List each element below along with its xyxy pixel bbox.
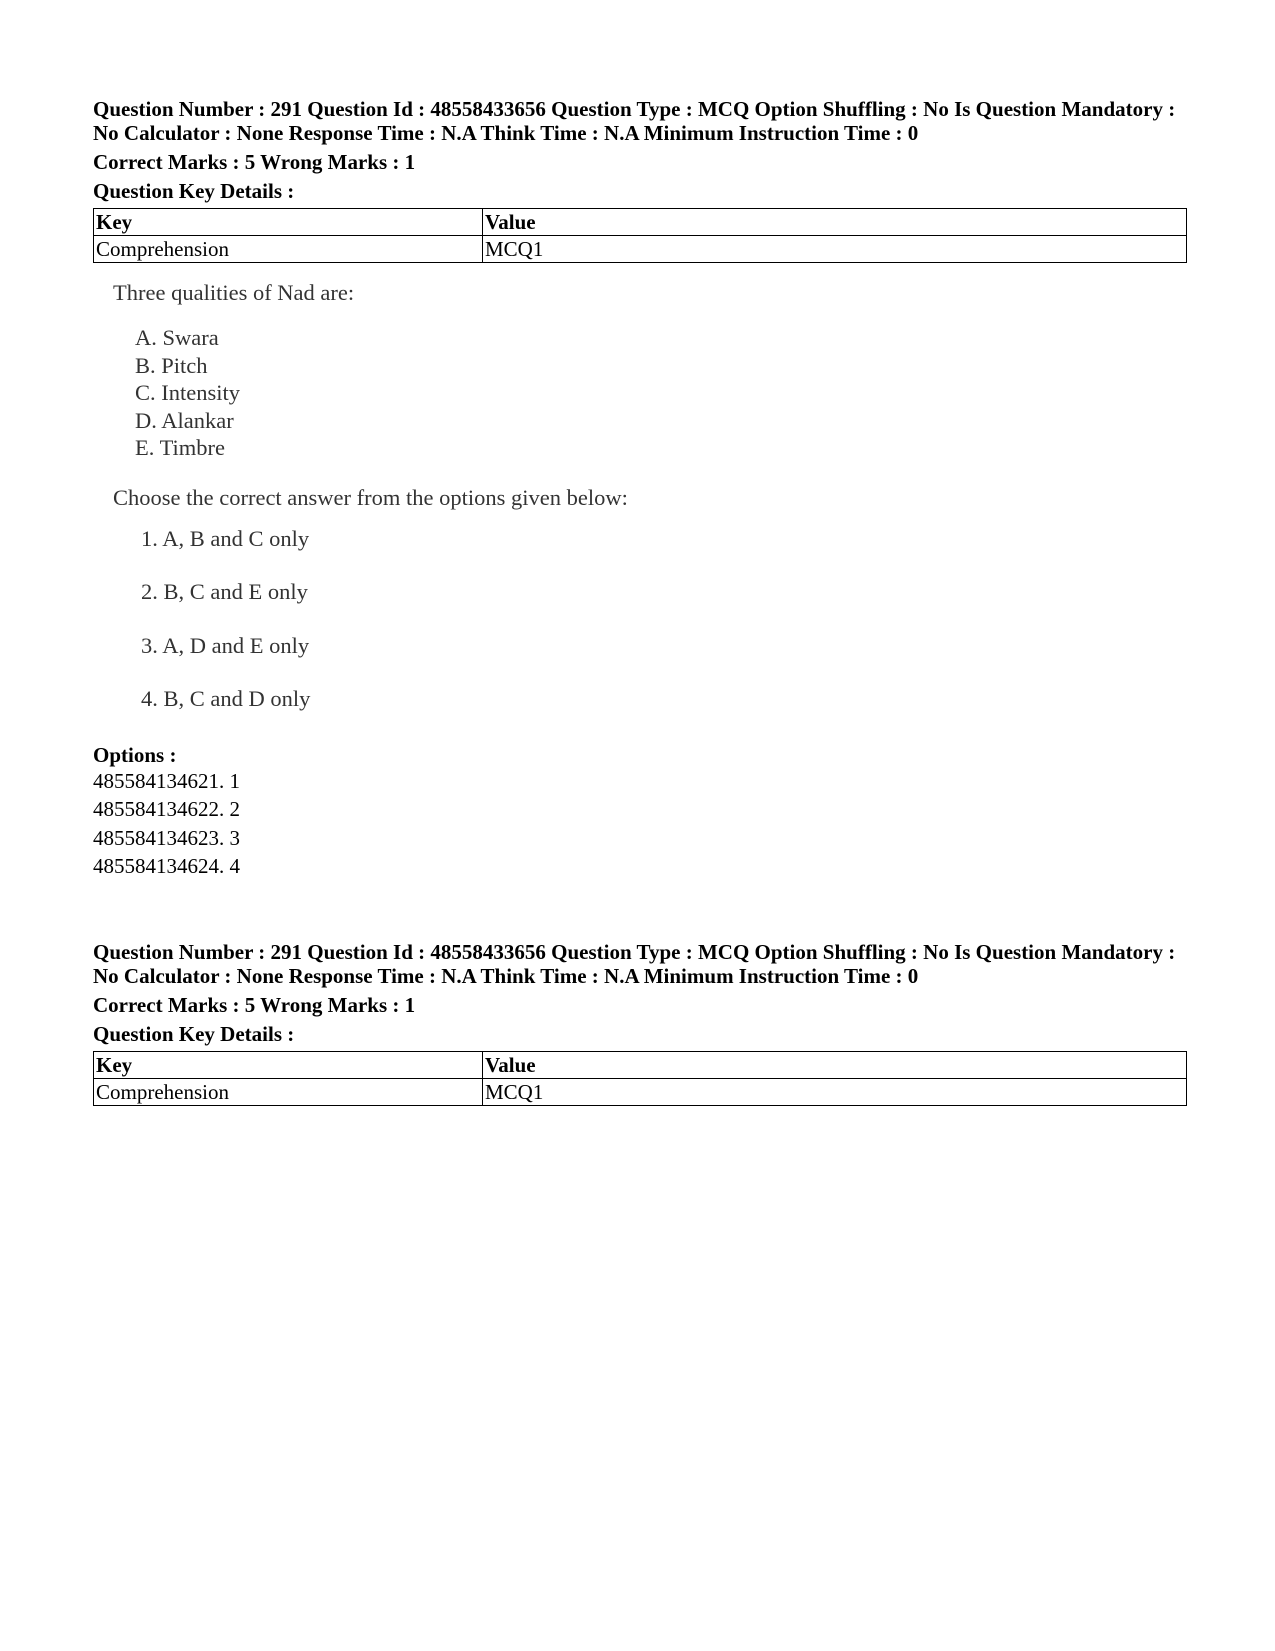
marks-info: Correct Marks : 5 Wrong Marks : 1 xyxy=(93,150,416,174)
question-meta-line-2: No Calculator : None Response Time : N.A Think Time : N.A Minimum Instruction Time : 0 xyxy=(93,964,919,988)
answer-choice: 2. B, C and E only xyxy=(141,579,308,604)
table-header-value: Value xyxy=(483,209,1187,236)
option-id-line: 485584134624. 4 xyxy=(93,854,240,878)
table-row xyxy=(94,1079,1187,1106)
question-meta-line-2: No Calculator : None Response Time : N.A Think Time : N.A Minimum Instruction Time : 0 xyxy=(93,121,919,145)
question-content xyxy=(93,279,1187,739)
key-details-table xyxy=(93,1051,1187,1106)
table-row xyxy=(94,236,1187,263)
statement-item: D. Alankar xyxy=(135,407,234,433)
question-meta-line-1: Question Number : 291 Question Id : 48558433656 Question Type : MCQ Option Shuffling : No Is Question Mandatory : xyxy=(93,940,1176,964)
answer-choice: 4. B, C and D only xyxy=(141,686,311,711)
option-id-line: 485584134622. 2 xyxy=(93,797,240,821)
statement-item: E. Timbre xyxy=(135,435,226,460)
question-block-2 xyxy=(93,940,1187,1106)
table-header-row xyxy=(94,209,1187,236)
statement-item: B. Pitch xyxy=(135,352,208,378)
statement-item: A. Swara xyxy=(135,325,219,350)
answer-choice-list xyxy=(113,525,1187,739)
question-stem: Three qualities of Nad are: xyxy=(113,280,355,305)
question-meta-line-1: Question Number : 291 Question Id : 48558433656 Question Type : MCQ Option Shuffling : No Is Question Mandatory : xyxy=(93,97,1176,121)
table-cell-value: MCQ1 xyxy=(483,1079,1187,1106)
statement-item: C. Intensity xyxy=(135,380,240,405)
question-block-1 xyxy=(93,97,1187,881)
option-id-line: 485584134623. 3 xyxy=(93,825,240,850)
key-details-label: Question Key Details : xyxy=(93,1022,295,1046)
key-details-table xyxy=(93,208,1187,263)
table-cell-value: MCQ1 xyxy=(483,236,1187,263)
marks-info: Correct Marks : 5 Wrong Marks : 1 xyxy=(93,993,416,1017)
option-id-line: 485584134621. 1 xyxy=(93,768,240,793)
statement-list xyxy=(113,324,1187,462)
table-header-row xyxy=(94,1052,1187,1079)
table-header-value: Value xyxy=(483,1052,1187,1079)
options-label: Options : xyxy=(93,742,177,767)
table-header-key: Key xyxy=(94,209,483,236)
table-cell-key: Comprehension xyxy=(94,1079,483,1106)
question-instruction: Choose the correct answer from the options given below: xyxy=(113,484,628,510)
table-cell-key: Comprehension xyxy=(94,236,483,263)
answer-choice: 1. A, B and C only xyxy=(141,525,310,551)
answer-choice: 3. A, D and E only xyxy=(141,632,310,658)
table-header-key: Key xyxy=(94,1052,483,1079)
key-details-label: Question Key Details : xyxy=(93,179,295,203)
